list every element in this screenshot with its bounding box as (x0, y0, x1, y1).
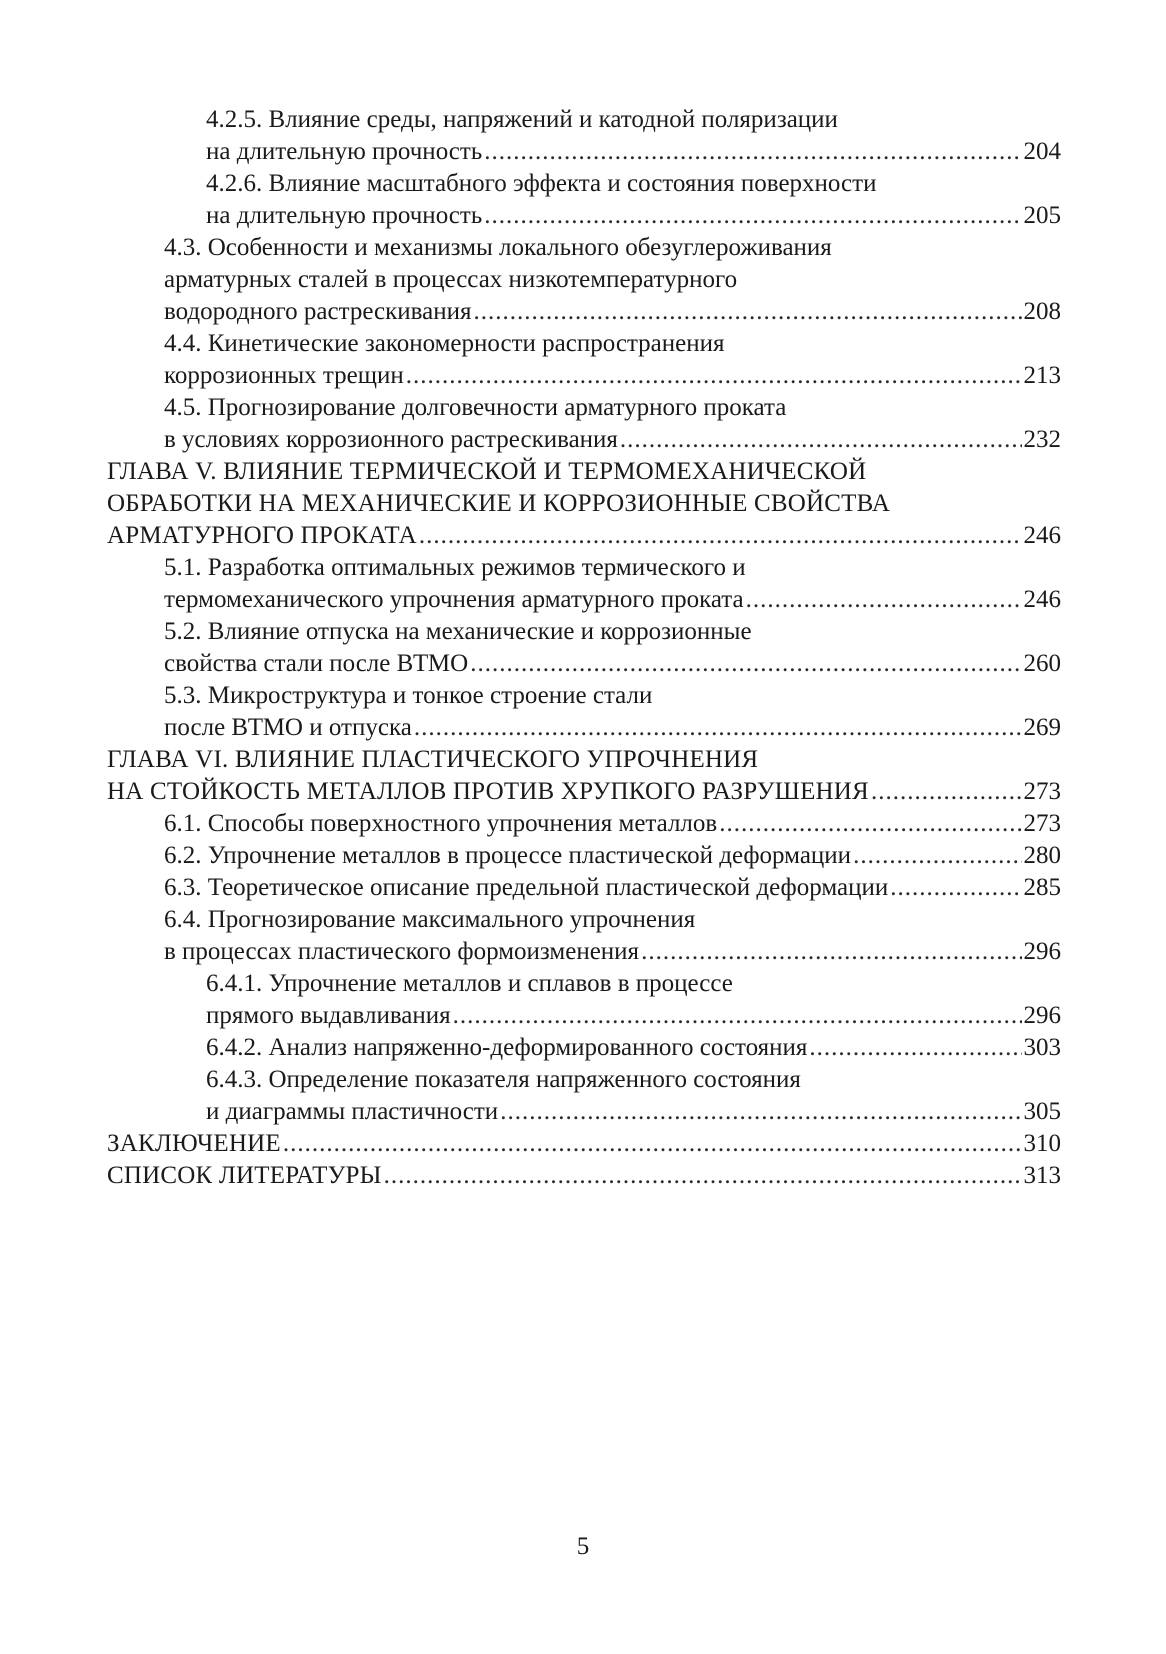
toc-dot-leader (620, 424, 1022, 456)
toc-entry[interactable] (107, 1128, 1061, 1160)
toc-dot-leader (719, 808, 1021, 840)
toc-page-number: 260 (1023, 650, 1061, 677)
page-number: 5 (576, 1533, 590, 1560)
toc-entry-title-line: на длительную прочность (206, 202, 483, 229)
toc-entry[interactable] (107, 904, 1061, 968)
toc-page-number: 273 (1023, 778, 1061, 805)
toc-entry[interactable] (107, 968, 1061, 1032)
toc-page-number: 232 (1023, 426, 1061, 453)
toc-entry[interactable] (107, 744, 1061, 808)
toc-page-number: 313 (1023, 1162, 1061, 1189)
toc-entry-title-line: прямого выдавливания (206, 1002, 451, 1029)
toc-page-number: 285 (1023, 874, 1061, 901)
toc-page-number: 246 (1023, 586, 1061, 613)
toc-entry[interactable] (107, 840, 1061, 872)
toc-entry[interactable] (107, 104, 1061, 168)
toc-entry-title-line: 4.4. Кинетические закономерности распространения (164, 330, 725, 357)
toc-dot-leader (890, 872, 1021, 904)
toc-entry-title-line: ГЛАВА VI. ВЛИЯНИЕ ПЛАСТИЧЕСКОГО УПРОЧНЕНИЯ (107, 746, 759, 773)
toc-page-number: 208 (1023, 298, 1061, 325)
toc-entry-title-line: в условиях коррозионного растрескивания (164, 426, 618, 453)
toc-entry-title-line: термомеханического упрочнения арматурного проката (164, 586, 744, 613)
toc-entry-title-line: ГЛАВА V. ВЛИЯНИЕ ТЕРМИЧЕСКОЙ И ТЕРМОМЕХАНИЧЕСКОЙ (107, 458, 867, 485)
toc-dot-leader (853, 840, 1021, 872)
toc-dot-leader (453, 1000, 1022, 1032)
toc-entry-title-line: коррозионных трещин (164, 362, 404, 389)
toc-page-number: 204 (1023, 138, 1061, 165)
toc-entry-title-line: ОБРАБОТКИ НА МЕХАНИЧЕСКИЕ И КОРРОЗИОННЫЕ СВОЙСТВА (107, 490, 891, 517)
toc-entry[interactable] (107, 456, 1061, 552)
toc-entry-title-line: АРМАТУРНОГО ПРОКАТА (107, 522, 417, 549)
toc-dot-leader (500, 1096, 1021, 1128)
toc-dot-leader (406, 360, 1022, 392)
toc-page-number: 305 (1023, 1098, 1061, 1125)
toc-entry-title-line: 4.2.6. Влияние масштабного эффекта и состояния поверхности (206, 170, 877, 197)
toc-dot-leader (419, 520, 1022, 552)
toc-entry-title-line: 6.1. Способы поверхностного упрочнения металлов (164, 810, 718, 837)
toc-entry-title-line: в процессах пластического формоизменения (164, 938, 640, 965)
toc-entry[interactable] (107, 680, 1061, 744)
toc-dot-leader (809, 1032, 1021, 1064)
toc-dot-leader (384, 1160, 1022, 1192)
toc-entry-title-line: арматурных сталей в процессах низкотемпературного (164, 266, 738, 293)
toc-page-number: 273 (1023, 810, 1061, 837)
toc-entry[interactable] (107, 616, 1061, 680)
toc-entry[interactable] (107, 232, 1061, 328)
toc-dot-leader (470, 648, 1021, 680)
toc-entry-title-line: на длительную прочность (206, 138, 483, 165)
toc-page-number: 246 (1023, 522, 1061, 549)
toc-entry-title-line: 4.3. Особенности и механизмы локального обезуглероживания (164, 234, 832, 261)
toc-page-number: 303 (1023, 1034, 1061, 1061)
toc-entry-title-line: 6.3. Теоретическое описание предельной пластической деформации (164, 874, 889, 901)
toc-entry-title-line: 6.2. Упрочнение металлов в процессе пластической деформации (164, 842, 852, 869)
toc-entry-title-line: 6.4.1. Упрочнение металлов и сплавов в процессе (206, 970, 733, 997)
toc-entry[interactable] (107, 392, 1061, 456)
toc-page-number: 310 (1023, 1130, 1061, 1157)
toc-entry-title-line: НА СТОЙКОСТЬ МЕТАЛЛОВ ПРОТИВ ХРУПКОГО РАЗРУШЕНИЯ (107, 778, 869, 805)
toc-entry-title-line: 4.5. Прогнозирование долговечности арматурного проката (164, 394, 787, 421)
toc-dot-leader (473, 296, 1021, 328)
toc-page-number: 280 (1023, 842, 1061, 869)
toc-entry-title-line: свойства стали после ВТМО (164, 650, 469, 677)
toc-entry[interactable] (107, 808, 1061, 840)
toc-entry[interactable] (107, 1032, 1061, 1064)
toc-entry-title-line: 6.4.2. Анализ напряженно-деформированного состояния (206, 1034, 808, 1061)
toc-entry-title-line: ЗАКЛЮЧЕНИЕ (107, 1130, 281, 1157)
toc-page-number: 296 (1023, 938, 1061, 965)
toc-dot-leader (484, 200, 1021, 232)
toc-entry-title-line: 4.2.5. Влияние среды, напряжений и катодной поляризации (206, 106, 838, 133)
toc-entry[interactable] (107, 552, 1061, 616)
toc-entry[interactable] (107, 328, 1061, 392)
toc-entry-title-line: 6.4. Прогнозирование максимального упрочнения (164, 906, 696, 933)
toc-entry-title-line: 5.1. Разработка оптимальных режимов термического и (164, 554, 746, 581)
toc-page-number: 213 (1023, 362, 1061, 389)
toc-page-number: 205 (1023, 202, 1061, 229)
toc-page-number: 296 (1023, 1002, 1061, 1029)
toc-entry[interactable] (107, 168, 1061, 232)
toc-entry[interactable] (107, 1064, 1061, 1128)
table-of-contents (107, 104, 1061, 1192)
toc-entry-title-line: и диаграммы пластичности (206, 1098, 499, 1125)
toc-page-number: 269 (1023, 714, 1061, 741)
toc-dot-leader (414, 712, 1022, 744)
toc-dot-leader (871, 776, 1022, 808)
toc-entry[interactable] (107, 872, 1061, 904)
toc-entry-title-line: после ВТМО и отпуска (164, 714, 412, 741)
toc-entry-title-line: 6.4.3. Определение показателя напряженного состояния (206, 1066, 801, 1093)
toc-entry-title-line: 5.3. Микроструктура и тонкое строение стали (164, 682, 653, 709)
toc-dot-leader (746, 584, 1022, 616)
toc-dot-leader (641, 936, 1021, 968)
toc-entry-title-line: СПИСОК ЛИТЕРАТУРЫ (107, 1162, 382, 1189)
toc-dot-leader (283, 1128, 1022, 1160)
toc-dot-leader (484, 136, 1021, 168)
toc-entry[interactable] (107, 1160, 1061, 1192)
toc-entry-title-line: водородного растрескивания (164, 298, 472, 325)
toc-entry-title-line: 5.2. Влияние отпуска на механические и коррозионные (164, 618, 752, 645)
